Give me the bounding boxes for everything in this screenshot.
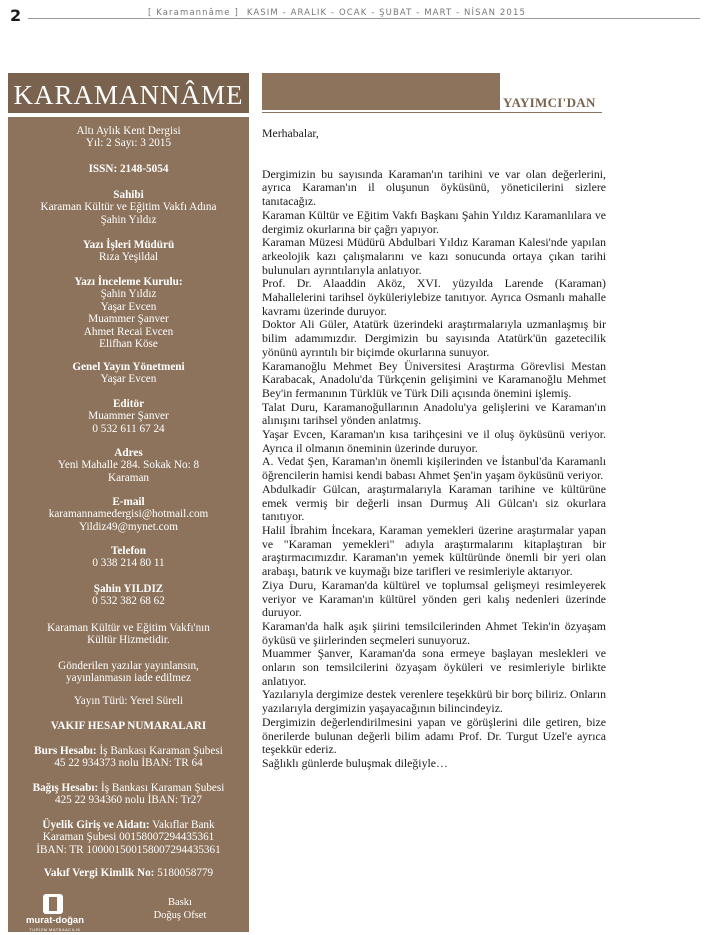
phone: 0 338 214 80 11 [92, 557, 165, 570]
section-title: YAYIMCI'DAN [503, 95, 596, 110]
paragraph: Sağlıklı günlerde buluşmak dileğiyle… [262, 755, 448, 770]
tax-label: Vakıf Vergi Kimlik No: [43, 867, 155, 879]
masthead-subtitle-block [8, 125, 249, 150]
contact-phone: 0 532 382 68 62 [92, 595, 165, 608]
paragraph: Karamanoğlu Mehmet Bey Üniversitesi Araştırma Görevlisi Mestan Karabacak, Anadolu'da Türkçenin gelişimini ve Karamanoğlu Mehmet Bey'in fermanının Türklük ve Türk Dili açısında önemini işlemiş. [262, 358, 606, 400]
editor-label: Editör [112, 398, 145, 410]
bagis-bank: İş Bankası Karaman Şubesi [98, 782, 225, 794]
phone-block [8, 545, 249, 570]
masthead-subtitle: Altı Aylık Kent Dergisi [76, 125, 181, 137]
printer-logo-text: murat-doğan [25, 915, 85, 926]
paragraph: Dergimizin değerlendirilmesini yapan ve görüşlerini dile getiren, bize önerilerde bulunan değerli bilim adamı Prof. Dr. Turgut Uzel'e ayrıca teşekkür ederiz. [262, 714, 606, 757]
header-rule [28, 18, 700, 19]
editor-name: Muammer Şanver [88, 410, 169, 423]
notice-block [8, 660, 249, 685]
running-header-journal: [ Karamannâme ] [148, 8, 239, 18]
director: Yaşar Evcen [100, 373, 157, 386]
address-line: Yeni Mahalle 284. Sokak No: 8 [57, 459, 200, 472]
membership-bank: Vakıflar Bank [149, 819, 215, 831]
article-body [262, 127, 606, 771]
email-link[interactable]: Yildiz49@mynet.com [79, 520, 178, 533]
membership-detail: Karaman Şubesi 00158007294435361 [42, 831, 215, 844]
running-header-months: KASIM - ARALIK - OCAK - ŞUBAT - MART - NİSAN 2015 [246, 8, 526, 18]
bagis-details: 425 22 934360 nolu İBAN: Tr27 [54, 794, 202, 807]
director-label: Genel Yayın Yönetmeni [72, 361, 185, 373]
printer-logo-icon [43, 894, 63, 914]
review-board-member: Ahmet Recai Evcen [83, 325, 174, 338]
print-label: Baskı [168, 897, 192, 908]
owner-block [8, 189, 249, 226]
email-block [8, 496, 249, 533]
membership-label: Üyelik Giriş ve Aidatı: [42, 819, 150, 831]
paragraph: Halil İbrahim İncekara, Karaman yemekleri üzerine araştırmalar yapan ve "Karaman yemekleri" adıyla araştırmalarını kitaplaştıran bir araştırmacımızdır. Karaman'ın yemek kültüründe önemli bir yeri olan arabaşı, batırık ve kuymağı bize tarifleri ve resimleriyle aktarıyor. [262, 522, 606, 579]
burs-bank: İş Bankası Karaman Şubesi [96, 745, 223, 757]
contact-label: Şahin YILDIZ [93, 583, 164, 595]
paragraph: Yaşar Evcen, Karaman'ın kısa tarihçesini ve il oluş öyküsünü veriyor. Ayrıca il olmanın öneminin üzerinde duruyor. [262, 427, 606, 455]
print-credit [145, 896, 215, 922]
tax-block [8, 867, 249, 879]
paragraph: Yazılarıyla dergimize destek verenlere teşekkürü bir borç biliriz. Onların yazılarıyla dergimizin yaşayacağının bilincindeyiz. [262, 687, 606, 716]
review-board-label: Yazı İnceleme Kurulu: [74, 276, 183, 288]
paragraph: A. Vedat Şen, Karaman'ın önemli kişilerinden ve İstanbul'da Karamanlı öğrencilerin hamisi kendi babası Ahmet Şen'in yaşam öyküsünü veriyor. [262, 454, 606, 483]
section-banner [262, 73, 500, 110]
paragraph: Dergimizin bu sayısında Karaman'ın tarihini ve var olan değerlerini, ayrıca Karaman'ın il oluşunun öyküsünü, yöneticilerini sizlere tanıtacağız. [262, 166, 606, 209]
greeting: Merhabalar, [262, 126, 319, 140]
burs-account-block [8, 745, 249, 770]
editor-in-chief-label: Yazı İşleri Müdürü [82, 239, 175, 251]
editor-block [8, 398, 249, 435]
service-block [8, 622, 249, 647]
membership-detail: İBAN: TR 100001500158007294435361 [36, 843, 221, 856]
printer-name: Doğuş Ofset [153, 910, 207, 921]
printer-logo [20, 894, 90, 930]
burs-details: 45 22 934373 nolu İBAN: TR 64 [54, 757, 203, 770]
section-rule [262, 112, 602, 113]
bagis-label: Bağış Hesabı: [32, 782, 99, 794]
paragraph: Karaman Kültür ve Eğitim Vakfı Başkanı Şahin Yıldız Karamanlılara ve dergimiz okurlarına bir çağrı yapıyor. [262, 207, 606, 236]
page-number: 2 [10, 6, 22, 25]
review-board-member: Şahin Yıldız [100, 288, 157, 301]
membership-block [8, 819, 249, 856]
paragraph: Talat Duru, Karamanoğullarının Anadolu'ya gelişlerini ve Karaman'ın alınışını tarihsel yönden anlatmış. [262, 399, 606, 428]
owner-line: Şahin Yıldız [100, 213, 157, 226]
owner-label: Sahibi [113, 189, 144, 201]
address-line: Karaman [108, 471, 149, 484]
tax-number: 5180058779 [154, 867, 214, 879]
paragraph: Ziya Duru, Karaman'da kültürel ve toplumsal gelişmeyi resimleyerek veriyor ve Karaman'ın kültürel yönden geri kalış nedenleri üzerinde duruyor. [262, 577, 606, 620]
review-board-member: Elifhan Köse [99, 338, 158, 351]
phone-label: Telefon [110, 545, 146, 557]
notice-line: Gönderilen yazılar yayınlansın, [58, 660, 199, 672]
review-board-member: Muammer Şanver [88, 313, 169, 326]
email-label: E-mail [112, 496, 145, 508]
paragraph: Karaman'da halk aşık şiirini temsilcilerinden Ahmet Tekin'in özyaşam öyküsü ve şiirlerinden seçmeleri sunuyoruz. [262, 618, 606, 647]
paragraph: Karaman Müzesi Müdürü Abdulbari Yıldız Karaman Kalesi'nde yapılan arkeolojik kazı çalışmalarını ve kazı sonucunda ortaya çıkan tarihi bulunuları ayrıntılarıyla anlatıyor. [262, 235, 606, 277]
review-board-member: Yaşar Evcen [100, 300, 157, 313]
review-board-block [8, 276, 249, 350]
address-block [8, 447, 249, 484]
paragraph: Muammer Şanver, Karaman'da sona ermeye başlayan meslekleri ve onların son temsilcilerini özyaşam öyküleri ve resimleriyle birlikte anlatıyor. [262, 646, 606, 688]
director-block [8, 361, 249, 386]
publication-type: Yayın Türü: Yerel Süreli [73, 695, 184, 707]
masthead-box [8, 117, 249, 932]
printer-logo-sub: TURİZM MATBAACILIK [29, 927, 81, 932]
bagis-account-block [8, 782, 249, 807]
editor-phone: 0 532 611 67 24 [92, 422, 165, 435]
running-header [148, 8, 526, 18]
editor-in-chief-block [8, 239, 249, 264]
editor-in-chief: Rıza Yeşildal [98, 251, 159, 264]
service-line: Kültür Hizmetidir. [87, 634, 170, 647]
burs-label: Burs Hesabı: [34, 745, 97, 757]
masthead-issue: Yıl: 2 Sayı: 3 2015 [85, 137, 172, 150]
paragraph: Abdulkadir Gülcan, araştırmalarıyla Karaman tarihine ve kültürüne emek vermiş bir değerli insan Durmuş Ali Gülcan'ı siz okurlara tanıtıyor. [262, 481, 606, 524]
contact-block [8, 583, 249, 608]
email-link[interactable]: karamannamedergisi@hotmail.com [48, 508, 209, 521]
paragraph: Prof. Dr. Alaaddin Aköz, XVI. yüzyılda Larende (Karaman) Mahallelerini tarihsel öyküleriylebize tanıtıyor. Ayrıca Osmanlı mahalle kavramı üzerinde duruyor. [262, 276, 606, 318]
owner-line: Karaman Kültür ve Eğitim Vakfı Adına [40, 201, 217, 214]
address-label: Adres [114, 447, 143, 459]
notice-line: yayınlanmasın iade edilmez [66, 672, 191, 685]
paragraph: Doktor Ali Güler, Atatürk üzerindeki araştırmalarıyla uzmanlaşmış bir bilim adamımızdır. Dergimizin bu sayısında Atatürk'ün gazetecilik yönünü ayrıntılı bir biçimde okurlarına sunuyor. [262, 317, 606, 359]
service-line: Karaman Kültür ve Eğitim Vakfı'nın [47, 622, 210, 634]
issn: ISSN: 2148-5054 [88, 163, 169, 175]
accounts-label: VAKIF HESAP NUMARALARI [50, 720, 207, 732]
masthead-title: KARAMANNÂME [8, 73, 249, 113]
